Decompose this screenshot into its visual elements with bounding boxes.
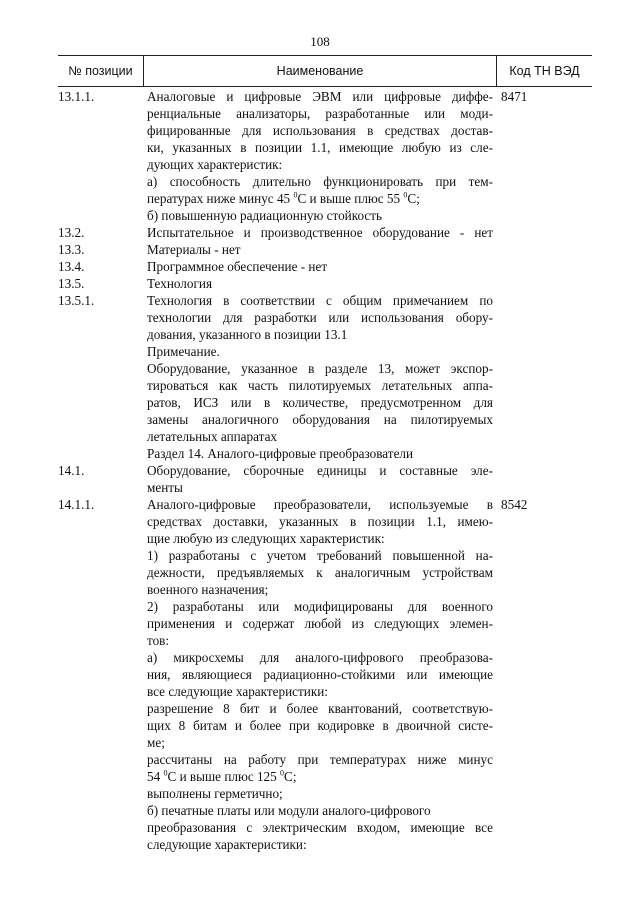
- item-description: [147, 275, 493, 292]
- position-number: 13.1.1.: [58, 89, 95, 104]
- text-line: менты: [147, 480, 183, 495]
- position-number: 13.3.: [58, 242, 85, 257]
- text-line: б) печатные платы или модули аналого-цифрового: [147, 803, 431, 818]
- text-line: Примечание.: [147, 344, 220, 359]
- text-line: фицированные для использования в средствах достав-: [147, 123, 493, 138]
- text-line: Аналоговые и цифровые ЭВМ или цифровые диффе-: [147, 89, 493, 104]
- temperature-text: С и выше плюс 55: [297, 191, 404, 206]
- table-header: [58, 55, 592, 87]
- text-line: летательных аппаратах: [147, 429, 278, 444]
- text-line: ния, являющиеся радиационно-стойкими или имеющие: [147, 667, 493, 682]
- text-line: ме;: [147, 735, 165, 750]
- temperature-line: [147, 768, 493, 785]
- table-row: [58, 258, 592, 275]
- text-line: дования, указанного в позиции 13.1: [147, 327, 348, 342]
- text-line: 1) разработаны с учетом требований повышенной на-: [147, 548, 493, 563]
- item-description: [147, 88, 493, 224]
- tn-ved-code: 8542: [501, 497, 528, 512]
- header-position: № позиции: [68, 64, 133, 78]
- text-line: щих 8 битам и более при кодировке в двоичной систе-: [147, 718, 493, 733]
- tn-ved-code: 8471: [501, 89, 528, 104]
- table-row: [58, 292, 592, 462]
- text-line: дежности, предъявляемых к аналогичным устройствам: [147, 565, 493, 580]
- text-line: Программное обеспечение - нет: [147, 259, 328, 274]
- table-row: [58, 88, 592, 224]
- text-line: замены аналогичного оборудования на пилотируемых: [147, 412, 493, 427]
- degree-superscript: 0: [293, 190, 298, 200]
- table-row: [58, 462, 592, 496]
- item-description: [147, 241, 493, 258]
- text-line: Раздел 14. Аналого-цифровые преобразователи: [147, 446, 414, 461]
- text-line: Технология в соответствии с общим примечанием по: [147, 293, 493, 308]
- item-description: [147, 292, 493, 462]
- text-line: 2) разработаны или модифицированы для военного: [147, 599, 493, 614]
- table-row: [58, 224, 592, 241]
- text-line: а) микросхемы для аналого-цифрового преобразова-: [147, 650, 493, 665]
- page-number: 108: [310, 34, 330, 49]
- position-number: 14.1.: [58, 463, 85, 478]
- table-row: [58, 275, 592, 292]
- temperature-text: С;: [407, 191, 420, 206]
- position-number: 13.2.: [58, 225, 85, 240]
- text-line: б) повышенную радиационную стойкость: [147, 208, 383, 223]
- temperature-text: пературах ниже минус 45: [147, 191, 294, 206]
- position-number: 13.5.1.: [58, 293, 95, 308]
- text-line: ратов, ИСЗ или в количестве, предусмотренном для: [147, 395, 493, 410]
- degree-superscript: 0: [280, 768, 285, 778]
- text-line: следующие характеристики:: [147, 837, 307, 852]
- text-line: дующих характеристик:: [147, 157, 283, 172]
- text-line: щие любую из следующих характеристик:: [147, 531, 385, 546]
- item-description: [147, 224, 493, 241]
- position-number: 13.5.: [58, 276, 85, 291]
- text-line: Испытательное и производственное оборудование - нет: [147, 225, 493, 240]
- degree-superscript: 0: [163, 768, 168, 778]
- text-line: военного назначения;: [147, 582, 269, 597]
- header-name: Наименование: [276, 64, 364, 78]
- header-code: Код ТН ВЭД: [509, 64, 580, 78]
- temperature-text: С;: [284, 769, 297, 784]
- item-description: [147, 258, 493, 275]
- item-description: [147, 462, 493, 496]
- table-body: [58, 88, 592, 853]
- position-number: 14.1.1.: [58, 497, 95, 512]
- text-line: преобразования с электрическим входом, имеющие все: [147, 820, 493, 835]
- text-line: Оборудование, указанное в разделе 13, может экспор-: [147, 361, 493, 376]
- text-line: выполнены герметично;: [147, 786, 283, 801]
- position-number: 13.4.: [58, 259, 85, 274]
- text-line: тироваться как часть пилотируемых летательных аппа-: [147, 378, 493, 393]
- text-line: Материалы - нет: [147, 242, 241, 257]
- text-line: применения и содержат любой из следующих элемен-: [147, 616, 493, 631]
- text-line: все следующие характеристики:: [147, 684, 328, 699]
- text-line: Оборудование, сборочные единицы и составные эле-: [147, 463, 493, 478]
- text-line: рассчитаны на работу при температурах ниже минус: [147, 752, 493, 767]
- table-row: [58, 241, 592, 258]
- text-line: Технология: [147, 276, 213, 291]
- text-line: тов:: [147, 633, 170, 648]
- text-line: а) способность длительно функционировать при тем-: [147, 174, 493, 189]
- item-description: [147, 496, 493, 853]
- text-line: ки, указанных в позиции 1.1, имеющие любую из сле-: [147, 140, 493, 155]
- text-line: ренциальные анализаторы, разработанные или моди-: [147, 106, 493, 121]
- temperature-text: 54: [147, 769, 164, 784]
- text-line: средствах доставки, указанных в позиции 1.1, имею-: [147, 514, 493, 529]
- text-line: разрешение 8 бит и более квантований, соответствую-: [147, 701, 493, 716]
- degree-superscript: 0: [403, 190, 408, 200]
- table-row: [58, 496, 592, 853]
- temperature-text: С и выше плюс 125: [167, 769, 281, 784]
- temperature-line: [147, 190, 493, 207]
- text-line: Аналого-цифровые преобразователи, используемые в: [147, 497, 493, 512]
- text-line: технологии для разработки или использования обору-: [147, 310, 493, 325]
